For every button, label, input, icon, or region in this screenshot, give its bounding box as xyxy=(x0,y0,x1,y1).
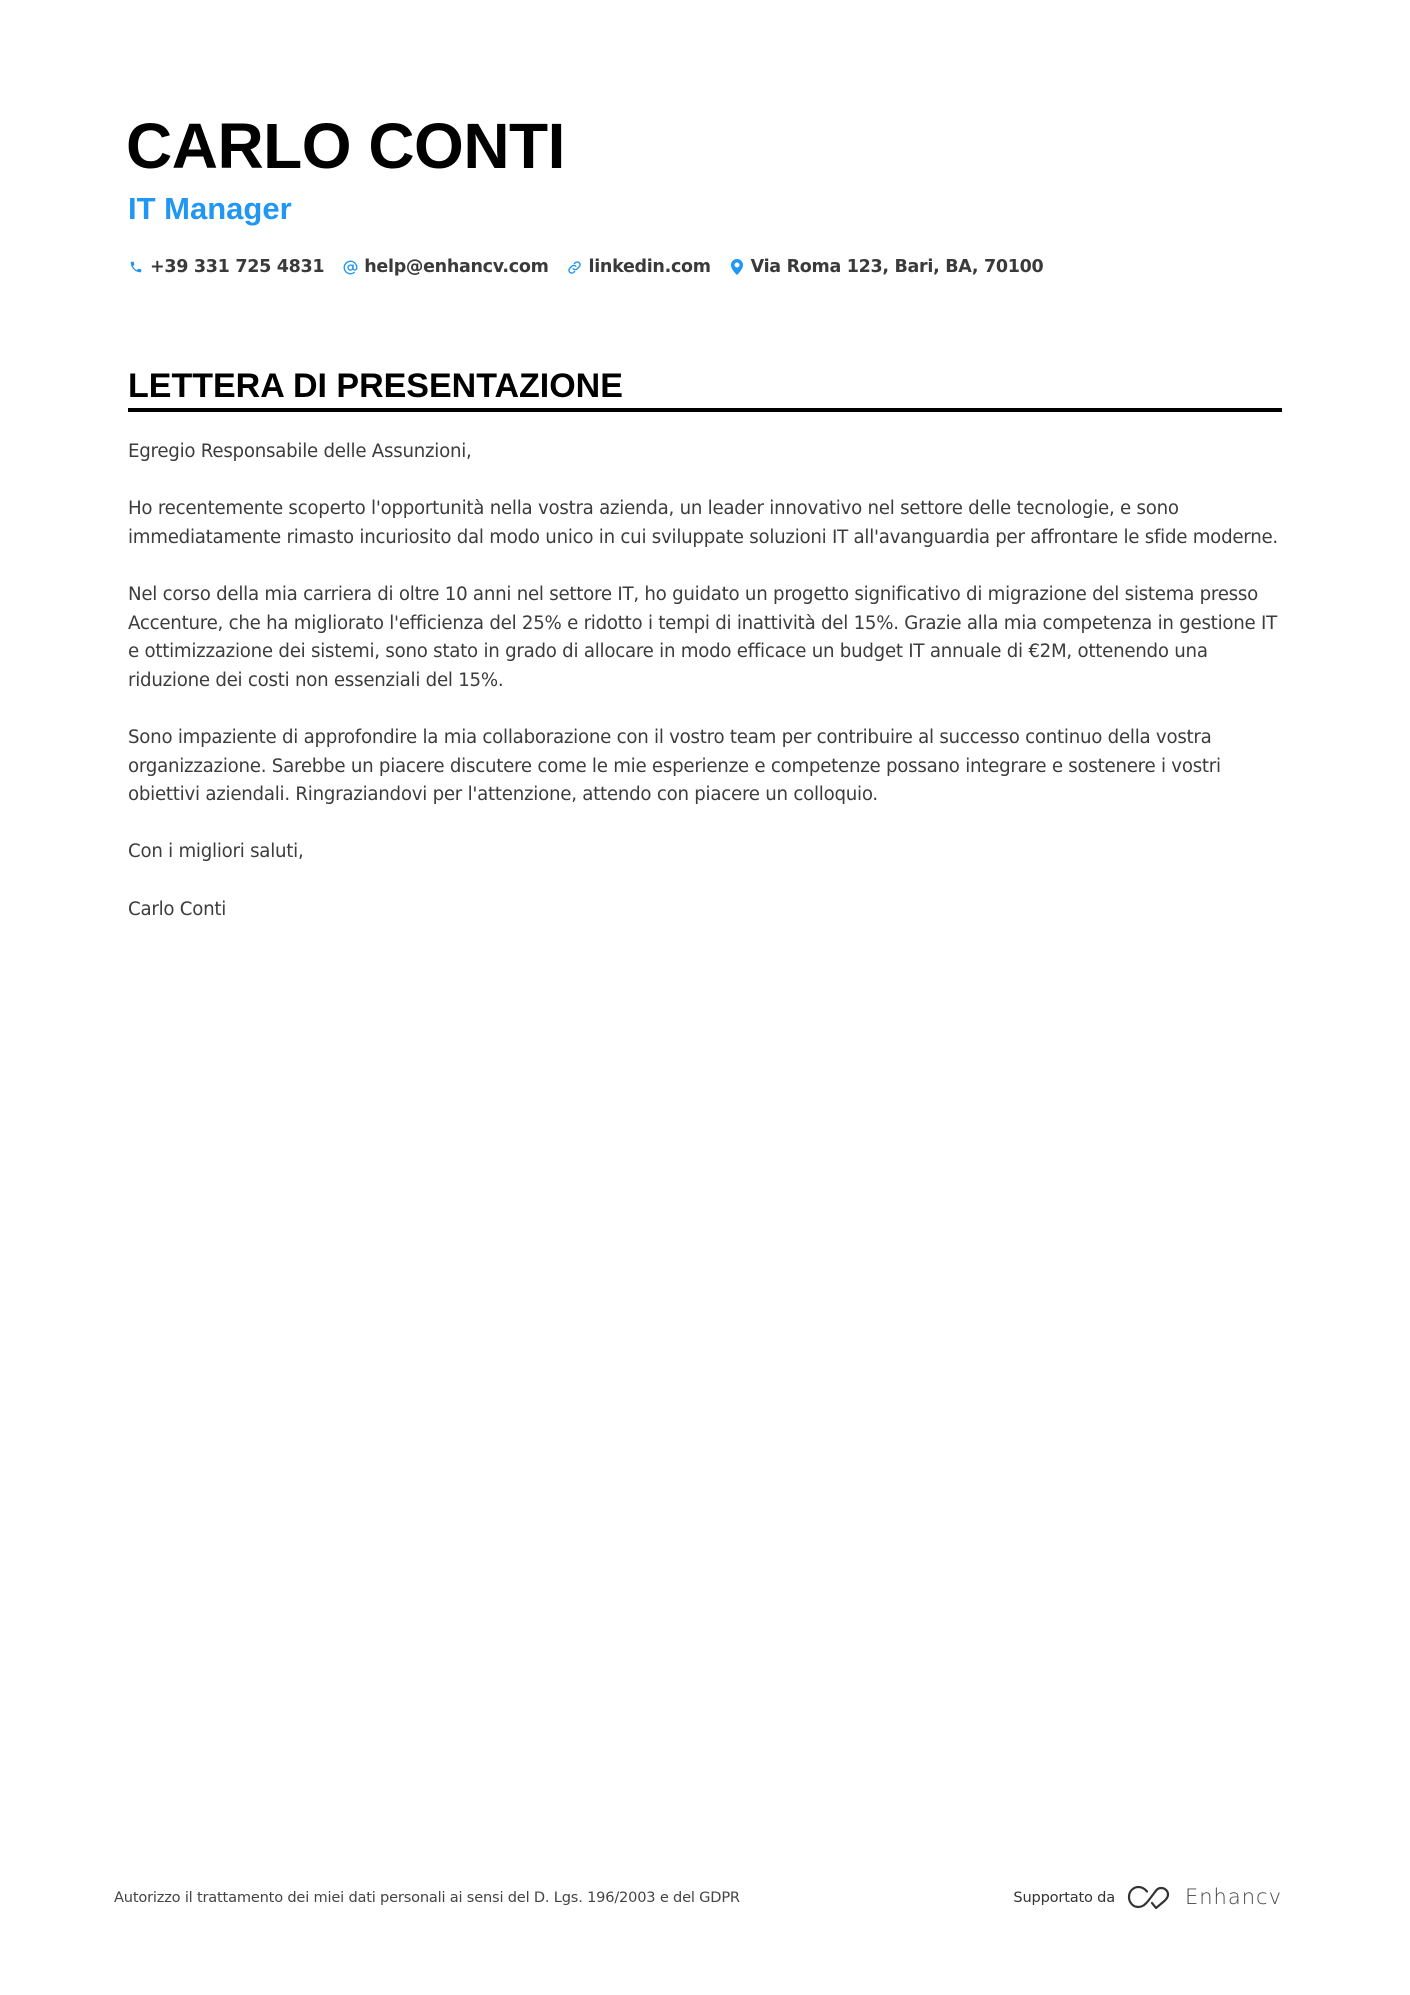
letter-paragraph: Sono impaziente di approfondire la mia collaborazione con il vostro team per contribuire al successo continuo della vostra organizzazione. Sarebbe un piacere discutere come le mie esperienze e competenze possano integrare e sostenere i vostri obiettivi aziendali. Ringraziandovi per l'attenzione, attendo con piacere un colloquio. xyxy=(128,726,1221,806)
powered-by-label: Supportato da xyxy=(1013,1888,1115,1906)
link-icon xyxy=(567,258,583,276)
candidate-name: CARLO CONTI xyxy=(126,110,565,182)
footer-powered-by[interactable] xyxy=(1013,1883,1282,1911)
letter-closing: Con i migliori saluti, xyxy=(128,841,304,863)
map-pin-icon xyxy=(729,258,745,276)
enhancv-brand-name: Enhancv xyxy=(1184,1885,1282,1909)
email-link[interactable]: help@enhancv.com xyxy=(364,257,549,277)
contact-email xyxy=(342,255,548,279)
letter-paragraph: Nel corso della mia carriera di oltre 10 anni nel settore IT, ho guidato un progetto significativo di migrazione del sistema presso Accenture, che ha migliorato l'efficienza del 25% e ridotto i tempi di inattività del 15%. Grazie alla mia competenza in gestione IT e ottimizzazione dei sistemi, sono stato in grado di allocare in modo efficace un budget IT annuale di €2M, ottenendo una riduzione dei costi non essenziali del 15%. xyxy=(128,583,1277,691)
contact-address xyxy=(729,255,1044,279)
enhancv-logo-icon xyxy=(1127,1885,1173,1909)
section-heading: LETTERA DI PRESENTAZIONE xyxy=(128,367,623,405)
letter-greeting: Egregio Responsabile delle Assunzioni, xyxy=(128,441,472,462)
phone-number: +39 331 725 4831 xyxy=(150,257,325,277)
footer-consent-text: Autorizzo il trattamento dei miei dati personali ai sensi del D. Lgs. 196/2003 e del GDPR xyxy=(114,1889,740,1906)
phone-icon xyxy=(128,258,144,276)
letter-paragraph: Ho recentemente scoperto l'opportunità nella vostra azienda, un leader innovativo nel settore delle tecnologie, e sono immediatamente rimasto incuriosito dal modo unico in cui sviluppate soluzioni IT all'avanguardia per affrontare le sfide moderne. xyxy=(128,498,1278,548)
contact-linkedin xyxy=(567,255,711,279)
section-divider xyxy=(128,408,1282,412)
at-sign-icon xyxy=(342,258,358,276)
contact-info-bar xyxy=(128,254,1061,280)
letter-signature: Carlo Conti xyxy=(128,898,227,920)
address: Via Roma 123, Bari, BA, 70100 xyxy=(750,257,1044,277)
contact-phone xyxy=(128,255,324,279)
linkedin-link[interactable]: linkedin.com xyxy=(588,257,711,277)
letter-body xyxy=(128,438,1288,953)
job-title: IT Manager xyxy=(128,191,292,226)
